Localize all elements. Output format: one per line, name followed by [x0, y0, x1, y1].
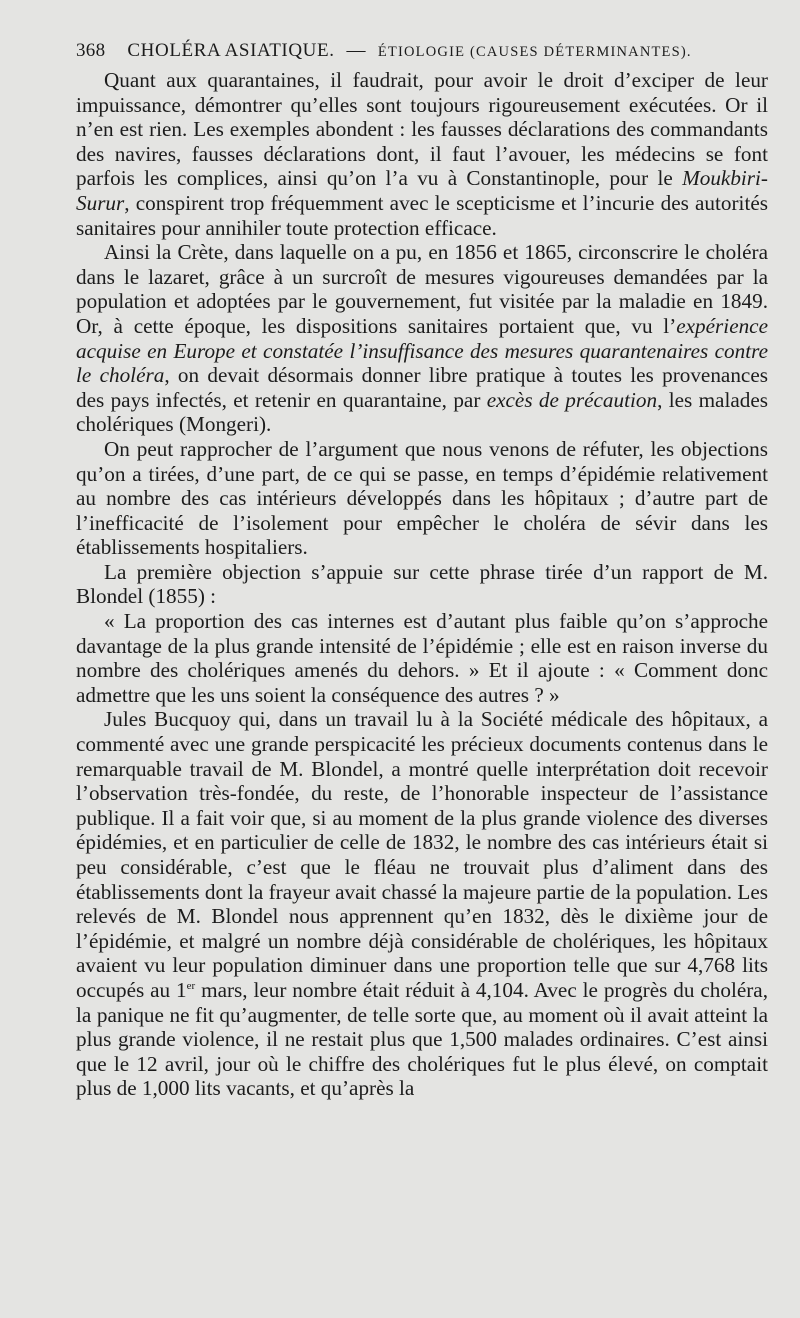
text-run: « La proportion des cas internes est d’autant plus faible qu’on s’approche davantage de la plus grande intensité de l’épidémie ; elle est en raison inverse du nombre des cholériques amenés du dehors. » Et il ajoute : « Comment donc admettre que les uns soient la conséquence des autres ? » [76, 609, 768, 707]
text-run: Quant aux quarantaines, il faudrait, pour avoir le droit d’exciper de leur impuissance, démontrer qu’elles sont toujours rigoureusement exécutées. Or il n’en est rien. Les exemples abondent : les fausses déclarations des commandants des navires, fausses déclarations dont, il faut l’avouer, les médecins se font parfois les complices, ainsi qu’on l’a vu à Constantinople, pour le [76, 68, 768, 191]
text-run: La première objection s’appuie sur cette phrase tirée d’un rapport de M. Blondel (1855) : [76, 559, 768, 609]
text-run: , conspirent trop fréquemment avec le scepticisme et l’incurie des autorités sanitaires pour annihiler toute protection efficace. [76, 190, 768, 240]
paragraph [76, 707, 768, 1101]
body-text [76, 68, 768, 1101]
paragraph [76, 609, 768, 707]
running-title: CHOLÉRA ASIATIQUE. [127, 40, 335, 61]
paragraph [76, 240, 768, 437]
italic-text: excès de précaution [486, 387, 658, 412]
text-run: , on devait désormais donner libre pratique à toutes les provenances des pays infectés, et retenir en quarantaine, par [76, 363, 768, 412]
text-run: mars, leur nombre était réduit à 4,104. Avec le progrès du choléra, la panique ne fit qu’augmenter, de telle sorte que, au moment où il avait atteint la plus grande violence, il ne restait plus que 1,500 malades ordinaires. C’est ainsi que le 12 avril, jour où le chiffre des cholériques fut le plus élevé, on comptait plus de 1,000 lits vacants, et qu’après la [76, 977, 768, 1101]
text-run: On peut rapprocher de l’argument que nous venons de réfuter, les objections qu’on a tirées, d’une part, de ce qui se passe, en temps d’épidémie relativement au nombre des cas intérieurs développés dans les hôpitaux ; d’autre part de l’inefficacité de l’isolement pour empêcher le choléra de sévir dans les établissements hospitaliers. [76, 436, 768, 560]
running-subtitle: ÉTIOLOGIE (CAUSES DÉTERMINANTES). [377, 44, 692, 60]
text-run: Ainsi la Crète, dans laquelle on a pu, en 1856 et 1865, circonscrire le choléra dans le lazaret, grâce à un surcroît de mesures vigoureuses demandées par la population et adoptées par le gouvernement, fut visitée par la maladie en 1849. Or, à cette époque, les dispositions sanitaires portaient que, vu l’ [76, 240, 768, 338]
paragraph [76, 560, 768, 609]
italic-text: expérience acquise en Europe et constatée l’insuffisance des mesures quarantenaires contre le choléra [76, 313, 768, 388]
paragraph [76, 437, 768, 560]
text-run: Jules Bucquoy qui, dans un travail lu à la Société médicale des hôpitaux, a commenté avec une grande perspicacité les précieux documents contenus dans le remarquable travail de M. Blondel, a montré quelle interprétation doit recevoir l’observation très-fondée, du reste, de l’honorable inspecteur de l’assistance publique. Il a fait voir que, si au moment de la plus grande violence des diverses épidémies, et en particulier de celle de 1832, le nombre des cas intérieurs était si peu considérable, c’est que le fléau ne trouvait plus d’aliment dans des établissements dont la frayeur avait chassé la majeure partie de la population. Les relevés de M. Blondel nous apprennent qu’en 1832, dès le dixième jour de l’épidémie, et malgré un nombre déjà considérable de cholériques, les hôpitaux avaient vu leur population diminuer dans une proportion telle que sur 4,768 lits occupés au 1 [76, 707, 768, 1002]
page-number: 368 [76, 40, 106, 61]
header-separator: — [346, 40, 366, 61]
running-header [76, 40, 768, 62]
italic-text: Moukbiri-Surur [76, 166, 768, 215]
text-run: , les malades cholériques (Mongeri). [76, 387, 768, 437]
paragraph [76, 68, 768, 240]
superscript-text: er [186, 979, 196, 992]
